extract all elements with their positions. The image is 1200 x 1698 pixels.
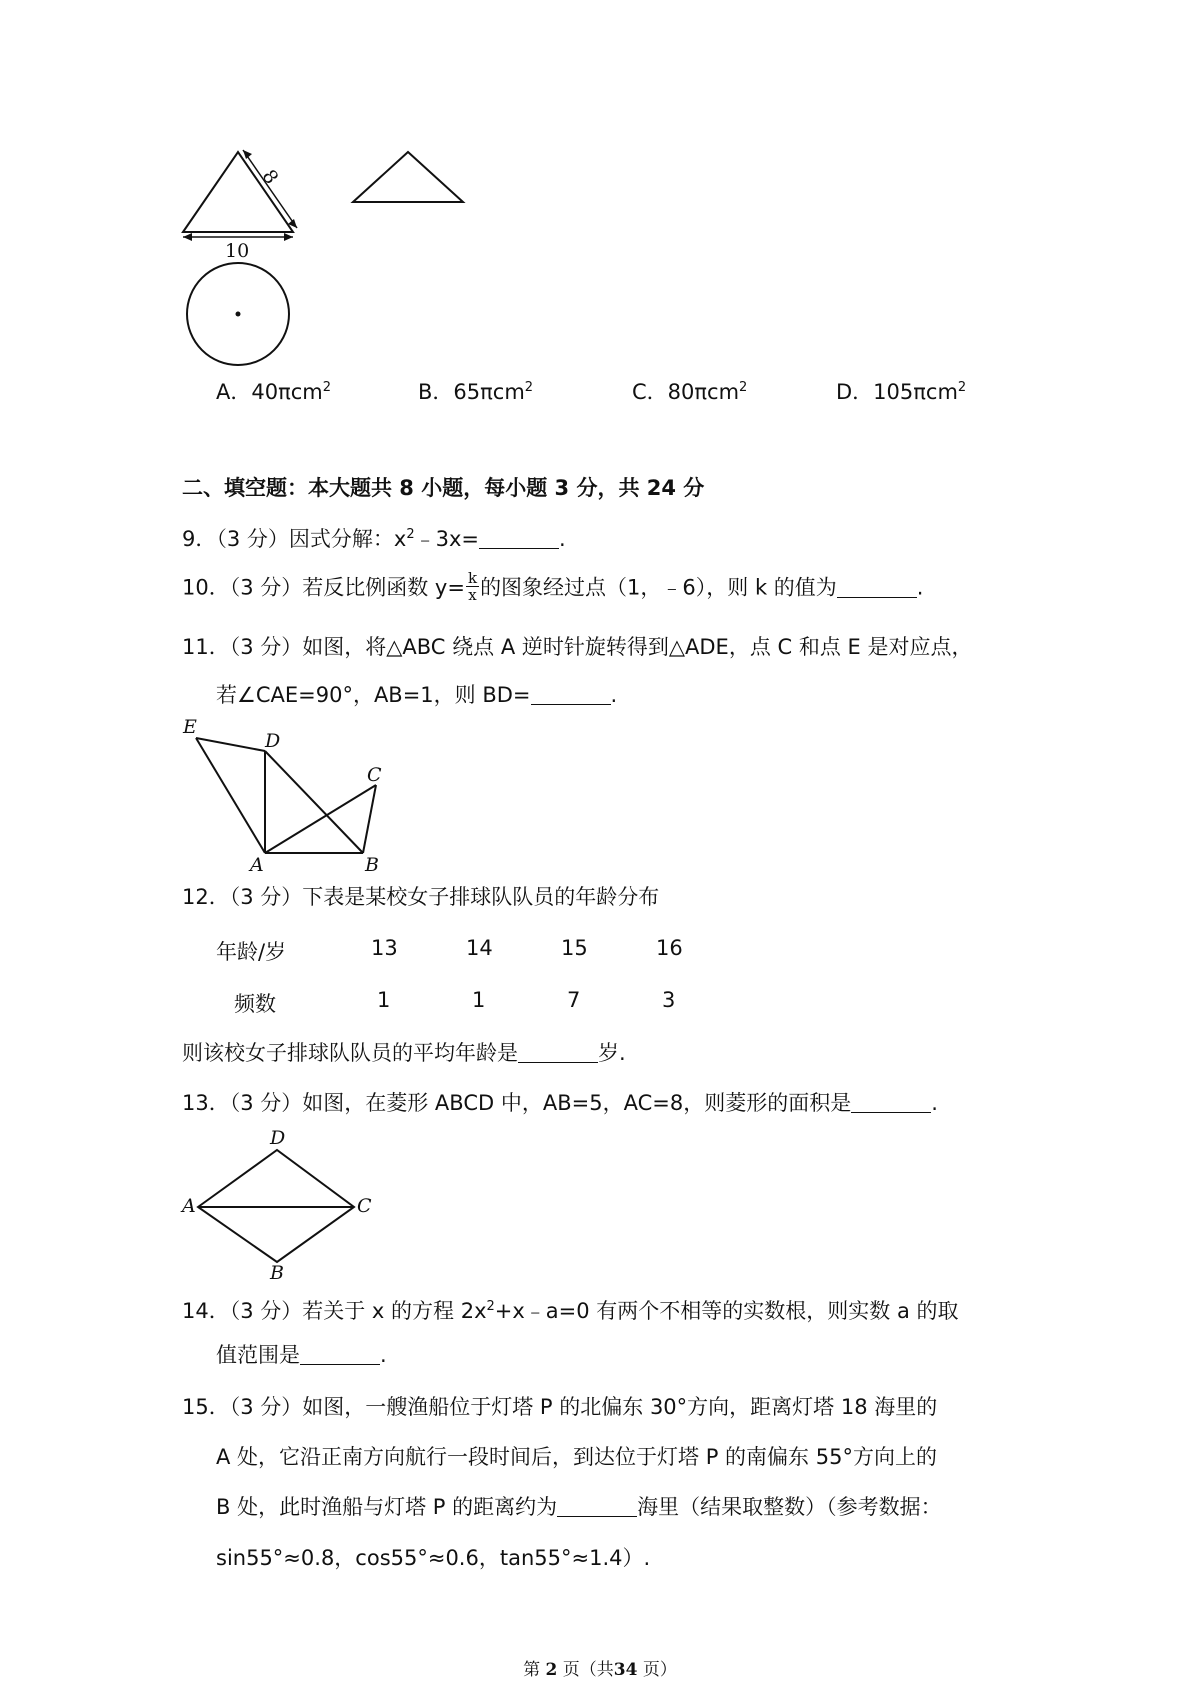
table-cell: 13 [371, 936, 398, 960]
question-13: 13．（3 分）如图，在菱形 ABCD 中，AB=5，AC=8，则菱形的面积是 . [182, 1091, 938, 1115]
question-11-line-1: 11．（3 分）如图，将△ABC 绕点 A 逆时针旋转得到△ADE，点 C 和点 E 是对应点， [182, 635, 973, 659]
base-length-label: 10 [225, 240, 250, 262]
question-15-line-4: sin55°≈0.8，cos55°≈0.6，tan55°≈1.4）. [216, 1546, 651, 1570]
fraction-k-over-x: $\frac{k}{x}$ [467, 569, 478, 604]
table-cell: 16 [656, 936, 683, 960]
question-12-line-1: 12．（3 分）下表是某校女子排球队队员的年龄分布 [182, 885, 660, 909]
question-15-line-3: B 处，此时渔船与灯塔 P 的距离约为 海里（结果取整数）（参考数据： [216, 1495, 942, 1519]
vertex-a-label: A [182, 1195, 196, 1217]
page-footer: 第 2 页（共34 页） [523, 1660, 677, 1680]
vertex-b-label: B [270, 1262, 284, 1284]
answer-blank [300, 1342, 380, 1365]
table-cell: 7 [567, 988, 581, 1012]
table-cell: 3 [662, 988, 676, 1012]
table-header-frequency: 频数 [234, 992, 276, 1016]
table-cell: 1 [377, 988, 391, 1012]
point-b-label: B [365, 854, 379, 876]
total-pages: 34 [613, 1660, 638, 1680]
table-cell: 15 [561, 936, 588, 960]
table-cell: 1 [472, 988, 486, 1012]
option-b: B．65πcm$^2$ [418, 380, 534, 404]
option-c: C．80πcm$^2$ [632, 380, 748, 404]
point-d-label: D [265, 730, 281, 752]
vertex-d-label: D [270, 1127, 286, 1149]
table-header-age: 年龄/岁 [216, 940, 287, 964]
current-page: 2 [545, 1660, 558, 1680]
table-cell: 14 [466, 936, 493, 960]
point-c-label: C [367, 764, 382, 786]
question-10: 10．（3 分）若反比例函数 y= $\frac{k}{x}$ 的图象经过点（1，﹣6），则 k 的值为 . [182, 569, 924, 604]
option-a: A．40πcm$^2$ [216, 380, 332, 404]
question-9: 9．（3 分）因式分解：$x^2﹣3x=$ . [182, 527, 566, 551]
section-heading: 二、填空题：本大题共 8 小题，每小题 3 分，共 24 分 [182, 476, 705, 500]
point-e-label: E [183, 716, 197, 738]
point-a-label: A [250, 854, 264, 876]
question-14-line-1: 14．（3 分）若关于 x 的方程 $2x^2+x﹣a=0$ 有两个不相等的实数根，则实数 a 的取 [182, 1299, 959, 1323]
answer-blank [557, 1494, 637, 1517]
option-d: D．105πcm$^2$ [836, 380, 967, 404]
question-14-line-2: 值范围是 . [216, 1343, 387, 1367]
question-12-line-2: 则该校女子排球队队员的平均年龄是 岁. [182, 1041, 626, 1065]
question-15-line-2: A 处，它沿正南方向航行一段时间后，到达位于灯塔 P 的南偏东 55°方向上的 [216, 1445, 937, 1469]
slant-length-label: 8 [257, 165, 283, 189]
question-11-line-2: 若∠CAE=90°，AB=1，则 BD= . [216, 683, 618, 707]
question-15-line-1: 15．（3 分）如图，一艘渔船位于灯塔 P 的北偏东 30°方向，距离灯塔 18 海里的 [182, 1395, 938, 1419]
vertex-c-label: C [357, 1195, 372, 1217]
